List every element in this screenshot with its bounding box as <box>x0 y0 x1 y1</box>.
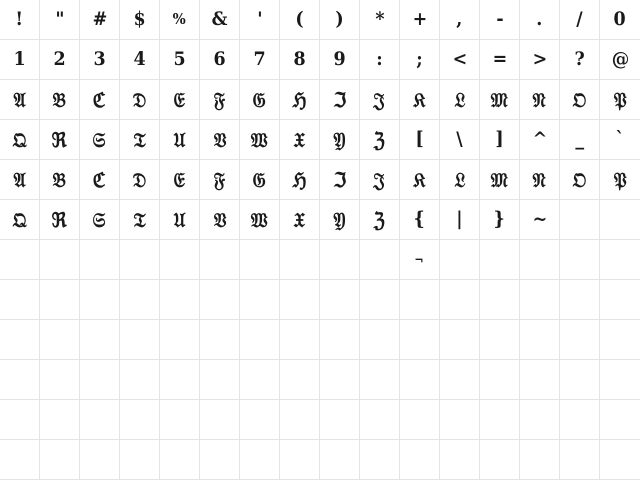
glyph-cell[interactable] <box>120 0 160 40</box>
glyph-cell[interactable] <box>360 280 400 320</box>
glyph-character: 𝔇 <box>132 167 147 192</box>
glyph-character: 0 <box>613 8 627 30</box>
glyph-cell[interactable] <box>440 360 480 400</box>
glyph-cell[interactable] <box>200 0 240 40</box>
glyph-cell[interactable] <box>240 320 280 360</box>
glyph-character: 𝔒 <box>572 87 587 112</box>
glyph-cell[interactable] <box>440 240 480 280</box>
glyph-cell[interactable] <box>200 440 240 480</box>
glyph-cell[interactable] <box>160 40 200 80</box>
glyph-character: 𝔄 <box>13 87 26 112</box>
glyph-character: & <box>211 8 228 30</box>
glyph-cell[interactable] <box>360 0 400 40</box>
glyph-cell[interactable] <box>240 440 280 480</box>
glyph-character: 𝔉 <box>213 87 226 112</box>
glyph-cell[interactable] <box>600 400 640 440</box>
glyph-cell[interactable] <box>120 160 160 200</box>
glyph-cell[interactable] <box>240 200 280 240</box>
glyph-cell[interactable] <box>240 280 280 320</box>
glyph-cell[interactable] <box>160 80 200 120</box>
glyph-cell[interactable] <box>320 200 360 240</box>
glyph-cell[interactable] <box>360 40 400 80</box>
glyph-cell[interactable] <box>320 0 360 40</box>
glyph-cell[interactable] <box>480 160 520 200</box>
glyph-cell[interactable] <box>600 0 640 40</box>
glyph-cell[interactable] <box>0 200 40 240</box>
glyph-character: } <box>493 208 506 230</box>
glyph-character: 𝔅 <box>52 167 67 192</box>
glyph-character: 𝔗 <box>133 207 146 232</box>
glyph-cell[interactable] <box>40 240 80 280</box>
glyph-cell[interactable] <box>0 400 40 440</box>
glyph-cell[interactable] <box>360 440 400 480</box>
glyph-character: 𝔊 <box>252 167 267 192</box>
glyph-cell[interactable] <box>560 440 600 480</box>
glyph-cell[interactable] <box>120 440 160 480</box>
glyph-cell[interactable] <box>0 240 40 280</box>
glyph-cell[interactable] <box>520 440 560 480</box>
glyph-cell[interactable] <box>560 360 600 400</box>
glyph-cell[interactable] <box>240 0 280 40</box>
glyph-cell[interactable] <box>600 240 640 280</box>
glyph-cell[interactable] <box>80 120 120 160</box>
glyph-cell[interactable] <box>160 200 200 240</box>
glyph-character: + <box>412 8 427 30</box>
glyph-character: 6 <box>213 48 226 70</box>
glyph-character: / <box>576 8 583 30</box>
glyph-character: : <box>376 48 383 70</box>
glyph-character: { <box>413 208 426 230</box>
glyph-cell[interactable] <box>40 0 80 40</box>
glyph-character: 𝔔 <box>12 127 27 152</box>
glyph-cell[interactable] <box>360 240 400 280</box>
glyph-character: 𝔛 <box>293 127 306 152</box>
glyph-character: ( <box>295 8 304 30</box>
glyph-cell[interactable] <box>480 80 520 120</box>
glyph-cell[interactable] <box>560 240 600 280</box>
glyph-cell[interactable] <box>560 320 600 360</box>
glyph-character: = <box>492 48 507 70</box>
glyph-cell[interactable] <box>120 40 160 80</box>
glyph-cell[interactable] <box>320 120 360 160</box>
glyph-cell[interactable] <box>360 120 400 160</box>
glyph-cell[interactable] <box>160 0 200 40</box>
glyph-cell[interactable] <box>80 40 120 80</box>
glyph-character: ℨ <box>373 127 386 152</box>
glyph-cell[interactable] <box>0 320 40 360</box>
glyph-cell[interactable] <box>480 120 520 160</box>
glyph-character: 𝔘 <box>173 207 186 232</box>
glyph-cell[interactable] <box>280 40 320 80</box>
glyph-cell[interactable] <box>320 400 360 440</box>
glyph-cell[interactable] <box>560 160 600 200</box>
glyph-cell[interactable] <box>120 280 160 320</box>
glyph-cell[interactable] <box>480 280 520 320</box>
glyph-character: 𝔚 <box>251 207 268 232</box>
glyph-cell[interactable] <box>480 0 520 40</box>
glyph-cell[interactable] <box>320 80 360 120</box>
glyph-cell[interactable] <box>240 120 280 160</box>
glyph-cell[interactable] <box>280 160 320 200</box>
glyph-cell[interactable] <box>80 160 120 200</box>
glyph-character: . <box>536 8 543 30</box>
glyph-cell[interactable] <box>520 200 560 240</box>
glyph-cell[interactable] <box>520 360 560 400</box>
glyph-character: 𝔓 <box>613 87 627 112</box>
glyph-character: ℜ <box>52 127 67 152</box>
glyph-cell[interactable] <box>600 320 640 360</box>
glyph-cell[interactable] <box>560 80 600 120</box>
glyph-cell[interactable] <box>80 440 120 480</box>
glyph-cell[interactable] <box>400 200 440 240</box>
glyph-cell[interactable] <box>40 120 80 160</box>
glyph-cell[interactable] <box>40 80 80 120</box>
glyph-cell[interactable] <box>360 160 400 200</box>
glyph-character: 𝔖 <box>93 127 106 152</box>
glyph-cell[interactable] <box>120 320 160 360</box>
glyph-character: % <box>172 10 187 28</box>
glyph-cell[interactable] <box>40 40 80 80</box>
glyph-character: # <box>92 8 107 30</box>
glyph-character: 𝔜 <box>333 127 346 152</box>
glyph-cell[interactable] <box>400 320 440 360</box>
glyph-cell[interactable] <box>160 320 200 360</box>
glyph-cell[interactable] <box>200 200 240 240</box>
glyph-cell[interactable] <box>440 400 480 440</box>
glyph-character: > <box>532 48 547 70</box>
glyph-character: ^ <box>532 128 547 150</box>
glyph-cell[interactable] <box>240 80 280 120</box>
glyph-cell[interactable] <box>400 360 440 400</box>
glyph-character: - <box>495 8 504 30</box>
glyph-cell[interactable] <box>600 40 640 80</box>
glyph-cell[interactable] <box>0 0 40 40</box>
glyph-character: 𝔒 <box>572 167 587 192</box>
glyph-cell[interactable] <box>400 280 440 320</box>
glyph-cell[interactable] <box>280 0 320 40</box>
glyph-character: 𝔛 <box>293 207 306 232</box>
glyph-cell[interactable] <box>600 280 640 320</box>
glyph-cell[interactable] <box>120 360 160 400</box>
glyph-character: 𝔖 <box>93 207 106 232</box>
glyph-character: [ <box>415 128 424 150</box>
glyph-cell[interactable] <box>160 280 200 320</box>
glyph-cell[interactable] <box>40 400 80 440</box>
glyph-cell[interactable] <box>400 240 440 280</box>
glyph-cell[interactable] <box>520 240 560 280</box>
glyph-character: 𝔎 <box>413 87 426 112</box>
glyph-character: \ <box>456 128 463 150</box>
glyph-character: " <box>54 8 65 30</box>
glyph-cell[interactable] <box>40 440 80 480</box>
glyph-cell[interactable] <box>320 160 360 200</box>
glyph-cell[interactable] <box>120 240 160 280</box>
glyph-cell[interactable] <box>600 360 640 400</box>
glyph-cell[interactable] <box>520 80 560 120</box>
glyph-cell[interactable] <box>480 440 520 480</box>
glyph-cell[interactable] <box>0 40 40 80</box>
glyph-cell[interactable] <box>440 160 480 200</box>
glyph-cell[interactable] <box>160 400 200 440</box>
glyph-cell[interactable] <box>320 240 360 280</box>
glyph-character: ℑ <box>333 167 346 192</box>
glyph-character: 𝔈 <box>173 167 186 192</box>
glyph-character: ' <box>256 8 263 30</box>
glyph-cell[interactable] <box>600 160 640 200</box>
glyph-cell[interactable] <box>200 40 240 80</box>
glyph-cell[interactable] <box>40 360 80 400</box>
glyph-cell[interactable] <box>440 80 480 120</box>
glyph-character: 𝔏 <box>454 167 465 192</box>
glyph-character: 𝔐 <box>491 167 508 192</box>
glyph-character: ℭ <box>93 87 106 112</box>
glyph-character: 4 <box>133 48 146 70</box>
glyph-character: 9 <box>333 48 346 70</box>
glyph-character: ℭ <box>93 167 106 192</box>
glyph-character: 𝔗 <box>133 127 146 152</box>
glyph-cell[interactable] <box>0 80 40 120</box>
glyph-cell[interactable] <box>320 280 360 320</box>
glyph-cell[interactable] <box>240 400 280 440</box>
glyph-cell[interactable] <box>80 360 120 400</box>
glyph-cell[interactable] <box>160 120 200 160</box>
glyph-cell[interactable] <box>40 160 80 200</box>
glyph-cell[interactable] <box>280 440 320 480</box>
glyph-cell[interactable] <box>40 280 80 320</box>
glyph-cell[interactable] <box>40 320 80 360</box>
glyph-cell[interactable] <box>280 200 320 240</box>
glyph-cell[interactable] <box>400 40 440 80</box>
glyph-cell[interactable] <box>360 200 400 240</box>
glyph-cell[interactable] <box>560 400 600 440</box>
glyph-cell[interactable] <box>0 440 40 480</box>
glyph-character: 2 <box>53 48 66 70</box>
glyph-cell[interactable] <box>480 360 520 400</box>
glyph-cell[interactable] <box>240 360 280 400</box>
glyph-cell[interactable] <box>0 360 40 400</box>
glyph-character: 𝔏 <box>454 87 465 112</box>
glyph-cell[interactable] <box>360 360 400 400</box>
glyph-character: 𝔎 <box>413 167 426 192</box>
glyph-cell[interactable] <box>120 80 160 120</box>
glyph-cell[interactable] <box>200 400 240 440</box>
glyph-cell[interactable] <box>200 120 240 160</box>
glyph-cell[interactable] <box>120 120 160 160</box>
glyph-cell[interactable] <box>40 200 80 240</box>
glyph-cell[interactable] <box>80 240 120 280</box>
glyph-cell[interactable] <box>320 360 360 400</box>
glyph-character: _ <box>575 128 584 150</box>
glyph-cell[interactable] <box>440 200 480 240</box>
glyph-character: 𝔙 <box>213 127 226 152</box>
glyph-character: | <box>456 208 463 230</box>
glyph-cell[interactable] <box>520 320 560 360</box>
glyph-cell[interactable] <box>480 400 520 440</box>
glyph-character: ¬ <box>414 252 425 267</box>
glyph-cell[interactable] <box>200 240 240 280</box>
glyph-character: ; <box>416 48 423 70</box>
glyph-character: 𝔑 <box>532 87 547 112</box>
glyph-cell[interactable] <box>400 440 440 480</box>
glyph-cell[interactable] <box>520 0 560 40</box>
glyph-cell[interactable] <box>240 240 280 280</box>
glyph-cell[interactable] <box>0 280 40 320</box>
glyph-cell[interactable] <box>440 0 480 40</box>
glyph-cell[interactable] <box>280 320 320 360</box>
glyph-character: ) <box>335 8 344 30</box>
glyph-character: $ <box>133 8 146 30</box>
glyph-cell[interactable] <box>440 40 480 80</box>
glyph-character: ℌ <box>292 167 307 192</box>
glyph-character: 𝔍 <box>373 167 386 192</box>
glyph-cell[interactable] <box>520 40 560 80</box>
glyph-character: 𝔜 <box>333 207 346 232</box>
glyph-cell[interactable] <box>600 440 640 480</box>
glyph-cell[interactable] <box>240 40 280 80</box>
glyph-cell[interactable] <box>320 40 360 80</box>
glyph-character: 𝔑 <box>532 167 547 192</box>
glyph-cell[interactable] <box>200 320 240 360</box>
glyph-cell[interactable] <box>400 80 440 120</box>
glyph-cell[interactable] <box>280 120 320 160</box>
glyph-cell[interactable] <box>240 160 280 200</box>
glyph-character: 𝔈 <box>173 87 186 112</box>
glyph-cell[interactable] <box>200 160 240 200</box>
glyph-character: 𝔊 <box>252 87 267 112</box>
glyph-cell[interactable] <box>160 440 200 480</box>
glyph-character: @ <box>611 48 629 70</box>
glyph-cell[interactable] <box>280 360 320 400</box>
glyph-cell[interactable] <box>80 280 120 320</box>
glyph-cell[interactable] <box>280 80 320 120</box>
glyph-cell[interactable] <box>520 400 560 440</box>
glyph-cell[interactable] <box>80 80 120 120</box>
glyph-cell[interactable] <box>480 320 520 360</box>
glyph-cell[interactable] <box>360 80 400 120</box>
glyph-cell[interactable] <box>480 40 520 80</box>
glyph-character: 𝔚 <box>251 127 268 152</box>
glyph-cell[interactable] <box>160 360 200 400</box>
glyph-cell[interactable] <box>200 360 240 400</box>
glyph-cell[interactable] <box>280 280 320 320</box>
glyph-cell[interactable] <box>160 160 200 200</box>
glyph-cell[interactable] <box>440 320 480 360</box>
glyph-character: 1 <box>13 48 26 70</box>
glyph-cell[interactable] <box>520 280 560 320</box>
glyph-character: 𝔓 <box>613 167 627 192</box>
glyph-character: 𝔙 <box>213 207 226 232</box>
glyph-cell[interactable] <box>600 80 640 120</box>
glyph-cell[interactable] <box>160 240 200 280</box>
glyph-character: 𝔅 <box>52 87 67 112</box>
glyph-cell[interactable] <box>80 320 120 360</box>
glyph-character: ] <box>495 128 504 150</box>
glyph-character: ` <box>615 128 625 150</box>
glyph-cell[interactable] <box>440 440 480 480</box>
glyph-cell[interactable] <box>520 120 560 160</box>
glyph-character: , <box>456 8 463 30</box>
glyph-cell[interactable] <box>320 320 360 360</box>
glyph-character: ~ <box>532 208 547 230</box>
glyph-character: ℑ <box>333 87 346 112</box>
glyph-cell[interactable] <box>480 240 520 280</box>
glyph-character: 𝔐 <box>491 87 508 112</box>
glyph-cell[interactable] <box>440 280 480 320</box>
glyph-character: 7 <box>253 48 266 70</box>
glyph-cell[interactable] <box>480 200 520 240</box>
glyph-cell[interactable] <box>560 0 600 40</box>
glyph-cell[interactable] <box>200 280 240 320</box>
glyph-cell[interactable] <box>560 280 600 320</box>
glyph-cell[interactable] <box>120 400 160 440</box>
glyph-cell[interactable] <box>560 40 600 80</box>
glyph-cell[interactable] <box>120 200 160 240</box>
glyph-cell[interactable] <box>360 400 400 440</box>
glyph-cell[interactable] <box>320 440 360 480</box>
glyph-cell[interactable] <box>80 400 120 440</box>
glyph-cell[interactable] <box>560 120 600 160</box>
glyph-cell[interactable] <box>400 160 440 200</box>
glyph-character: < <box>452 48 467 70</box>
glyph-character: 𝔇 <box>132 87 147 112</box>
glyph-cell[interactable] <box>0 120 40 160</box>
glyph-character: 3 <box>93 48 106 70</box>
glyph-character: 𝔔 <box>12 207 27 232</box>
glyph-cell[interactable] <box>600 120 640 160</box>
glyph-cell[interactable] <box>280 240 320 280</box>
glyph-cell[interactable] <box>400 400 440 440</box>
glyph-cell[interactable] <box>400 0 440 40</box>
glyph-cell[interactable] <box>400 120 440 160</box>
glyph-cell[interactable] <box>0 160 40 200</box>
glyph-character: ? <box>574 48 585 70</box>
glyph-character: 𝔉 <box>213 167 226 192</box>
glyph-character: 𝔍 <box>373 87 386 112</box>
glyph-character: 𝔄 <box>13 167 26 192</box>
glyph-character: * <box>374 8 385 30</box>
glyph-cell[interactable] <box>280 400 320 440</box>
glyph-character: ℜ <box>52 207 67 232</box>
glyph-character: 5 <box>173 48 186 70</box>
glyph-cell[interactable] <box>360 320 400 360</box>
glyph-character: 𝔘 <box>173 127 186 152</box>
glyph-cell[interactable] <box>80 200 120 240</box>
glyph-character: 8 <box>293 48 306 70</box>
glyph-cell[interactable] <box>440 120 480 160</box>
glyph-character: ! <box>15 8 24 30</box>
glyph-cell[interactable] <box>560 200 600 240</box>
glyph-cell[interactable] <box>520 160 560 200</box>
glyph-cell[interactable] <box>600 200 640 240</box>
glyph-character: ℨ <box>373 207 386 232</box>
glyph-character: ℌ <box>292 87 307 112</box>
glyph-cell[interactable] <box>80 0 120 40</box>
glyph-cell[interactable] <box>200 80 240 120</box>
